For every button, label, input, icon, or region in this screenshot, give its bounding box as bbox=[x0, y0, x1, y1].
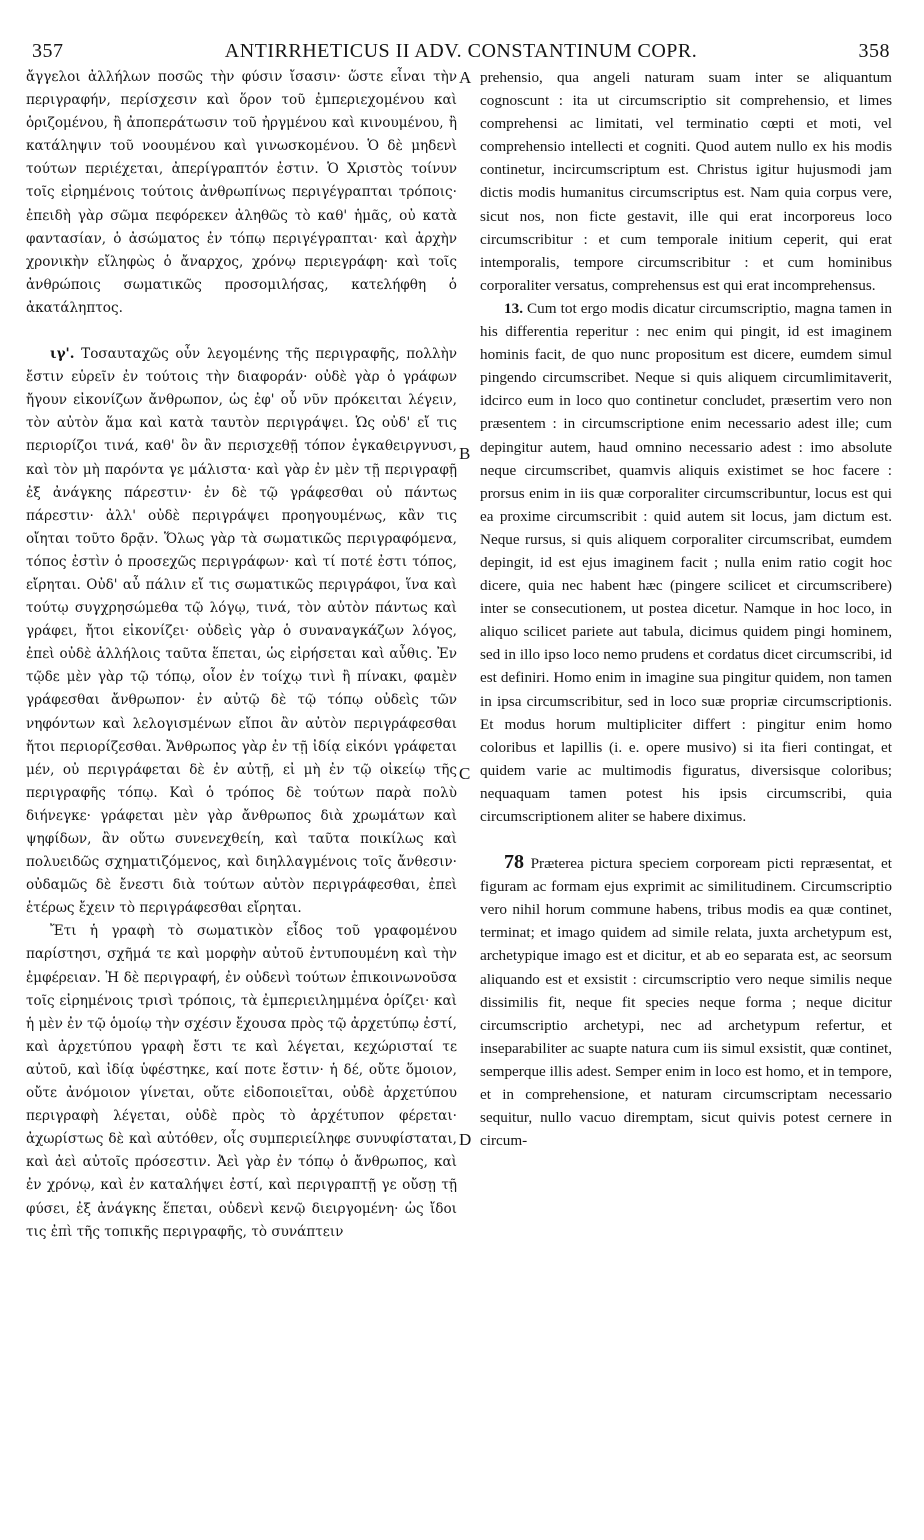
right-page-number: 358 bbox=[858, 40, 890, 62]
greek-paragraph-2-text: Τοσαυταχῶς οὖν λεγομένης τῆς περιγραφῆς, πολλὴν ἔστιν εὑρεῖν ἐν τούτοις τὴν διαφοράν· οὐδὲ γὰρ ὁ γράφων ἤγουν εἰκονίζων ἄνθρωπον, ὡς ἐφ' οὗ νῦν πρόκειται λέγειν, τὸν αὐτὸν ἅμα καὶ κατὰ ταυτὸν περιγράψει. Ὡς οὐδ' εἴ τις περιορίζοι τινά, καθ' ὃν ἂν περισχεθῇ τόπον ἐγκαθειργνυσι, καὶ τὸν μὴ παρόντα γε μάλιστα· καὶ γὰρ ἐν μὲν τῇ περιγραφῇ ἐξ ἀνάγκης πάρεστιν· ἐν δὲ τῷ γράφεσθαι οὐ πάντως πάρεστιν· ἀλλ' οὐδὲ περιγράψει προηγουμένως, κἂν τις οἴηται τοῦτο δρᾷν. Ὅλως γὰρ τὰ σωματικῶς περιγραφόμενα, τόπος ἐστὶν ὁ προσεχῶς περιγράφων· καὶ τί ποτέ ἐστι τόπος, εἴρηται. Οὐδ' αὖ πάλιν εἴ τις σωματικῶς περιγράφοι, ἵνα καὶ τούτῳ συγχρησώμεθα τῷ λόγῳ, τινά, τὸν αὐτὸν πάντως καὶ γράφει, ἤτοι εἰκονίζει· οὐδεὶς γὰρ ὁ συναναγκάζων λόγος, ἐπεὶ οὐδὲ ἀλλήλοις ταῦτα ἕπεται, ὡς εἰρήσεται καὶ αὖθις. Ἐν τῷδε μὲν γὰρ τῷ τόπῳ, οἷον ἐν τοίχῳ τινὶ ἢ πίνακι, φαμὲν γράφεσθαι ἄνθρωπον· ἐν αὐτῷ δὲ τῷ τόπῳ οὐδεὶς τῶν νηφόντων καὶ λελογισμένων εἴποι ἂν αὐτὸν περιγράφεσθαι ἤτοι περιορίζεσθαι. Ἄνθρωπος γὰρ ἐν τῇ ἰδίᾳ εἰκόνι γράφεται μέν, οὐ περιγράφεται δὲ ἐν αὐτῇ, εἰ μὴ ἐν τῷ οἰκείῳ τῆς περιγραφῆς τόπῳ. Καὶ ὁ τρόπος δὲ τούτων παρὰ πολὺ διήνεγκε· γράφεται μὲν γὰρ ἄνθρωπος διὰ χρωμάτων καὶ ψηφίδων, ἂν οὕτω συνενεχθείη, καὶ ταῦτα ποικίλως καὶ πολυειδῶς σχηματιζόμενος, καὶ διηλλαγμένοις τοῖς ἄνθεσιν· οὐδαμῶς δὲ ἔνεστι διὰ τούτων αὐτὸν περιγράφεσθαι, ἐπεὶ ἑτέρως ἔχειν τὸ περιγράφεσθαι εἴρηται. bbox=[26, 346, 457, 917]
greek-column bbox=[26, 66, 457, 1244]
latin-paragraph-2 bbox=[480, 297, 892, 828]
latin-column-number: 78 bbox=[504, 851, 524, 874]
greek-paragraph-3: Ἔτι ἡ γραφὴ τὸ σωματικὸν εἶδος τοῦ γραφομένου παρίστησι, σχῆμά τε καὶ μορφὴν αὐτοῦ ἐντυπουμένη καὶ τὴν ἐμφέρειαν. Ἡ δὲ περιγραφή, ἐν οὐδενὶ τούτων ἐπικοινωνοῦσα τοῖς εἰρημένοις τρισὶ τρόποις, τὰ ἐμπεριειλημμένα ὁρίζει· καὶ ἡ μὲν ἐν τῷ ὁμοίῳ τὴν σχέσιν ἔχουσα πρὸς τῷ ἀρχετύπῳ ἐστί, καὶ ἀρχετύπου γραφὴ ἔστι τε καὶ λέγεται, κεχώρισταί τε αὐτοῦ, καὶ ἰδίᾳ ὑφέστηκε, καί ποτε ἔστιν· ἡ δέ, οὔτε ὅμοιον, οὔτε ἀνόμοιον γίνεται, οὔτε εἰδοποιεῖται, οὐδὲ ἀρχετύπου περιγραφὴ λέγεται, οὐδὲ πρὸς τὸ ἀρχέτυπον φέρεται· ἀχωρίστως δὲ καὶ αὐτόθεν, οἷς συμπεριείληφε συνυφίσταται, καὶ ἀεὶ αὐτοῖς πρόσεστιν. Ἀεὶ γὰρ ἐν τόπῳ ὁ ἄνθρωπος, καὶ ἐν χρόνῳ, καὶ ἐν καταλήψει ἐστί, καὶ περιγραπτῇ γε οὔσῃ τῇ φύσει, ἐξ ἀνάγκης ἕπεται, οὐδενὶ κενῷ διειργομένη· ὡς ἴδοι τις ἐπὶ τῆς τοπικῆς περιγραφῆς, τὸ συνάπτειν bbox=[26, 923, 457, 1240]
latin-column bbox=[480, 66, 892, 1152]
latin-paragraph-2-text: Cum tot ergo modis dicatur circumscriptio, magna tamen in his differentia reperitur : nec enim qui pingit, id est imaginem hominis facit, de quo nunc propositum est dicere, eumdem simul pingendo circumscribet. Neque si quis aliquem circumlimitaverit, idcirco eum in loco quo continetur concludet, præsertim vero non præsentem : in circumscriptione enim necessario adest ille; cum depingitur autem, haud omnino necessario adest : imo absolute neque circumscribet, quamvis aliquis existimet se hoc facere : prorsus enim in iis quæ corporaliter circumscribuntur, locus est qui ea proxime circumscribit : quid autem sit locus, jam dictum est. Neque rursus, si quis aliquem corporaliter circumscribat, eumdem depingit, id est ejus imaginem facit ; nulla enim ratio cogit hoc dicere, quia nec habent hæc (pingere scilicet et circumscribere) inter se consecutionem, ut postea dicetur. Namque in hoc loco, in aliquo scilicet pariete aut tabula, dicimus quidem pingi hominem, sed in illo ipso loco nemo prudens et cordatus dicet circumscribi, id est definiri. Homo enim in imagine sua pingitur quidem, non tamen in ipsa circumscribitur, sed in loco suæ propriæ circumscriptionis. Et modus horum multipliciter differt : pingitur enim homo coloribus et lapillis (i. e. opere musivo) si ita fieri contingat, et quidem varie ac multimodis figuratus, diversisque coloribus; nequaquam tamen potest his ipsis circumscribi, quia circumscriptionem aliter se habere diximus. bbox=[480, 299, 892, 825]
latin-paragraph-3-text: Præterea pictura speciem corpoream picti repræsentat, et figuram ac formam ejus exprimit ac similitudinem. Circumscriptio vero nihil horum commune habens, tribus modis ea quæ continet, terminat; et imago quidem ad simile relata, juxta archetypum est, archetypique imago est et dicitur, et ab eo separata est, ac seorsum aliquando est et exsistit : circumscriptio vero neque similis neque dissimilis fit, neque fit species neque forma ; neque dicitur circumscriptio archetypi, nec ad archetypum refertur, et inseparabiliter ac suapte natura cum iis simul exsistit, quæ continet, semperque illis adest. Semper enim in loco est homo, et in tempore, et in comprehensione, et naturam circumscriptam necessario sequitur, nullo vacuo diremptam, sicut quivis potest cernere in circum- bbox=[480, 855, 893, 1150]
running-title: ANTIRRHETICUS II ADV. CONSTANTINUM COPR. bbox=[224, 40, 698, 62]
margin-marker-a: A bbox=[459, 68, 472, 87]
left-page-number: 357 bbox=[32, 40, 64, 62]
margin-marker-b: B bbox=[459, 444, 471, 463]
latin-paragraph-3 bbox=[480, 851, 892, 1152]
greek-section-number: ιγ'. bbox=[50, 346, 75, 363]
greek-paragraph-1: ἄγγελοι ἀλλήλων ποσῶς τὴν φύσιν ἴσασιν· ὥστε εἶναι τὴν περιγραφήν, περίσχεσιν καὶ ὅρον τοῦ ἐμπεριεχομένου καὶ ὁριζομένου, ἢ ἀποπεράτωσιν τοῦ ἠργμένου καὶ κινουμένου, ἢ κατάληψιν τοῦ νοουμένου καὶ γινωσκομένου. Ὁ δὲ μηδενὶ τούτων περιέχεται, ἀπερίγραπτόν ἐστιν. Ὁ Χριστὸς τοίνυν τοῖς εἰρημένοις τούτοις ἀνθρωπίνως περιγέγραπται τρόποις· ἐπειδὴ γὰρ σῶμα πεφόρεκεν ἀληθῶς τὸ καθ' ἡμᾶς, οὐ κατὰ φαντασίαν, ὁ ἀσώματος ἐν τόπῳ περιγέγραπται· καὶ ἀρχὴν χρονικὴν εἴληφὼς ὁ ἄναρχος, χρόνῳ περιεγράφη· καὶ τοῖς ἀνθρώποις σωματικῶς προσομιλήσας, κατελήφθη ὁ ἀκατάληπτος. bbox=[26, 69, 457, 316]
running-header bbox=[32, 40, 890, 66]
latin-section-number: 13. bbox=[504, 299, 523, 317]
greek-paragraph-2 bbox=[26, 343, 457, 920]
margin-marker-c: C bbox=[459, 764, 471, 783]
margin-marker-d: D bbox=[459, 1130, 472, 1149]
latin-paragraph-1: prehensio, qua angeli naturam suam inter se aliquantum cognoscunt : ita ut circumscriptio sit comprehensio, et limes comprehensi ac limitati, vel terminatio cœpti et moti, vel comprehensio intellecti et cogniti. Quod autem nullo ex his modis continetur, incircumscriptum est. Christus igitur hujusmodi jam dictis modis humanitus circumscriptus est. Nam quia corpus vere, sicut nos, non ficte gestavit, ille qui erat incorporeus loco circumscribitur : et cum temporale initium ceperit, qui erat intemporalis, tempore circumscribitur : et cum hominibus corporaliter versatus, comprehensus est qui erat incomprehensus. bbox=[480, 69, 892, 294]
